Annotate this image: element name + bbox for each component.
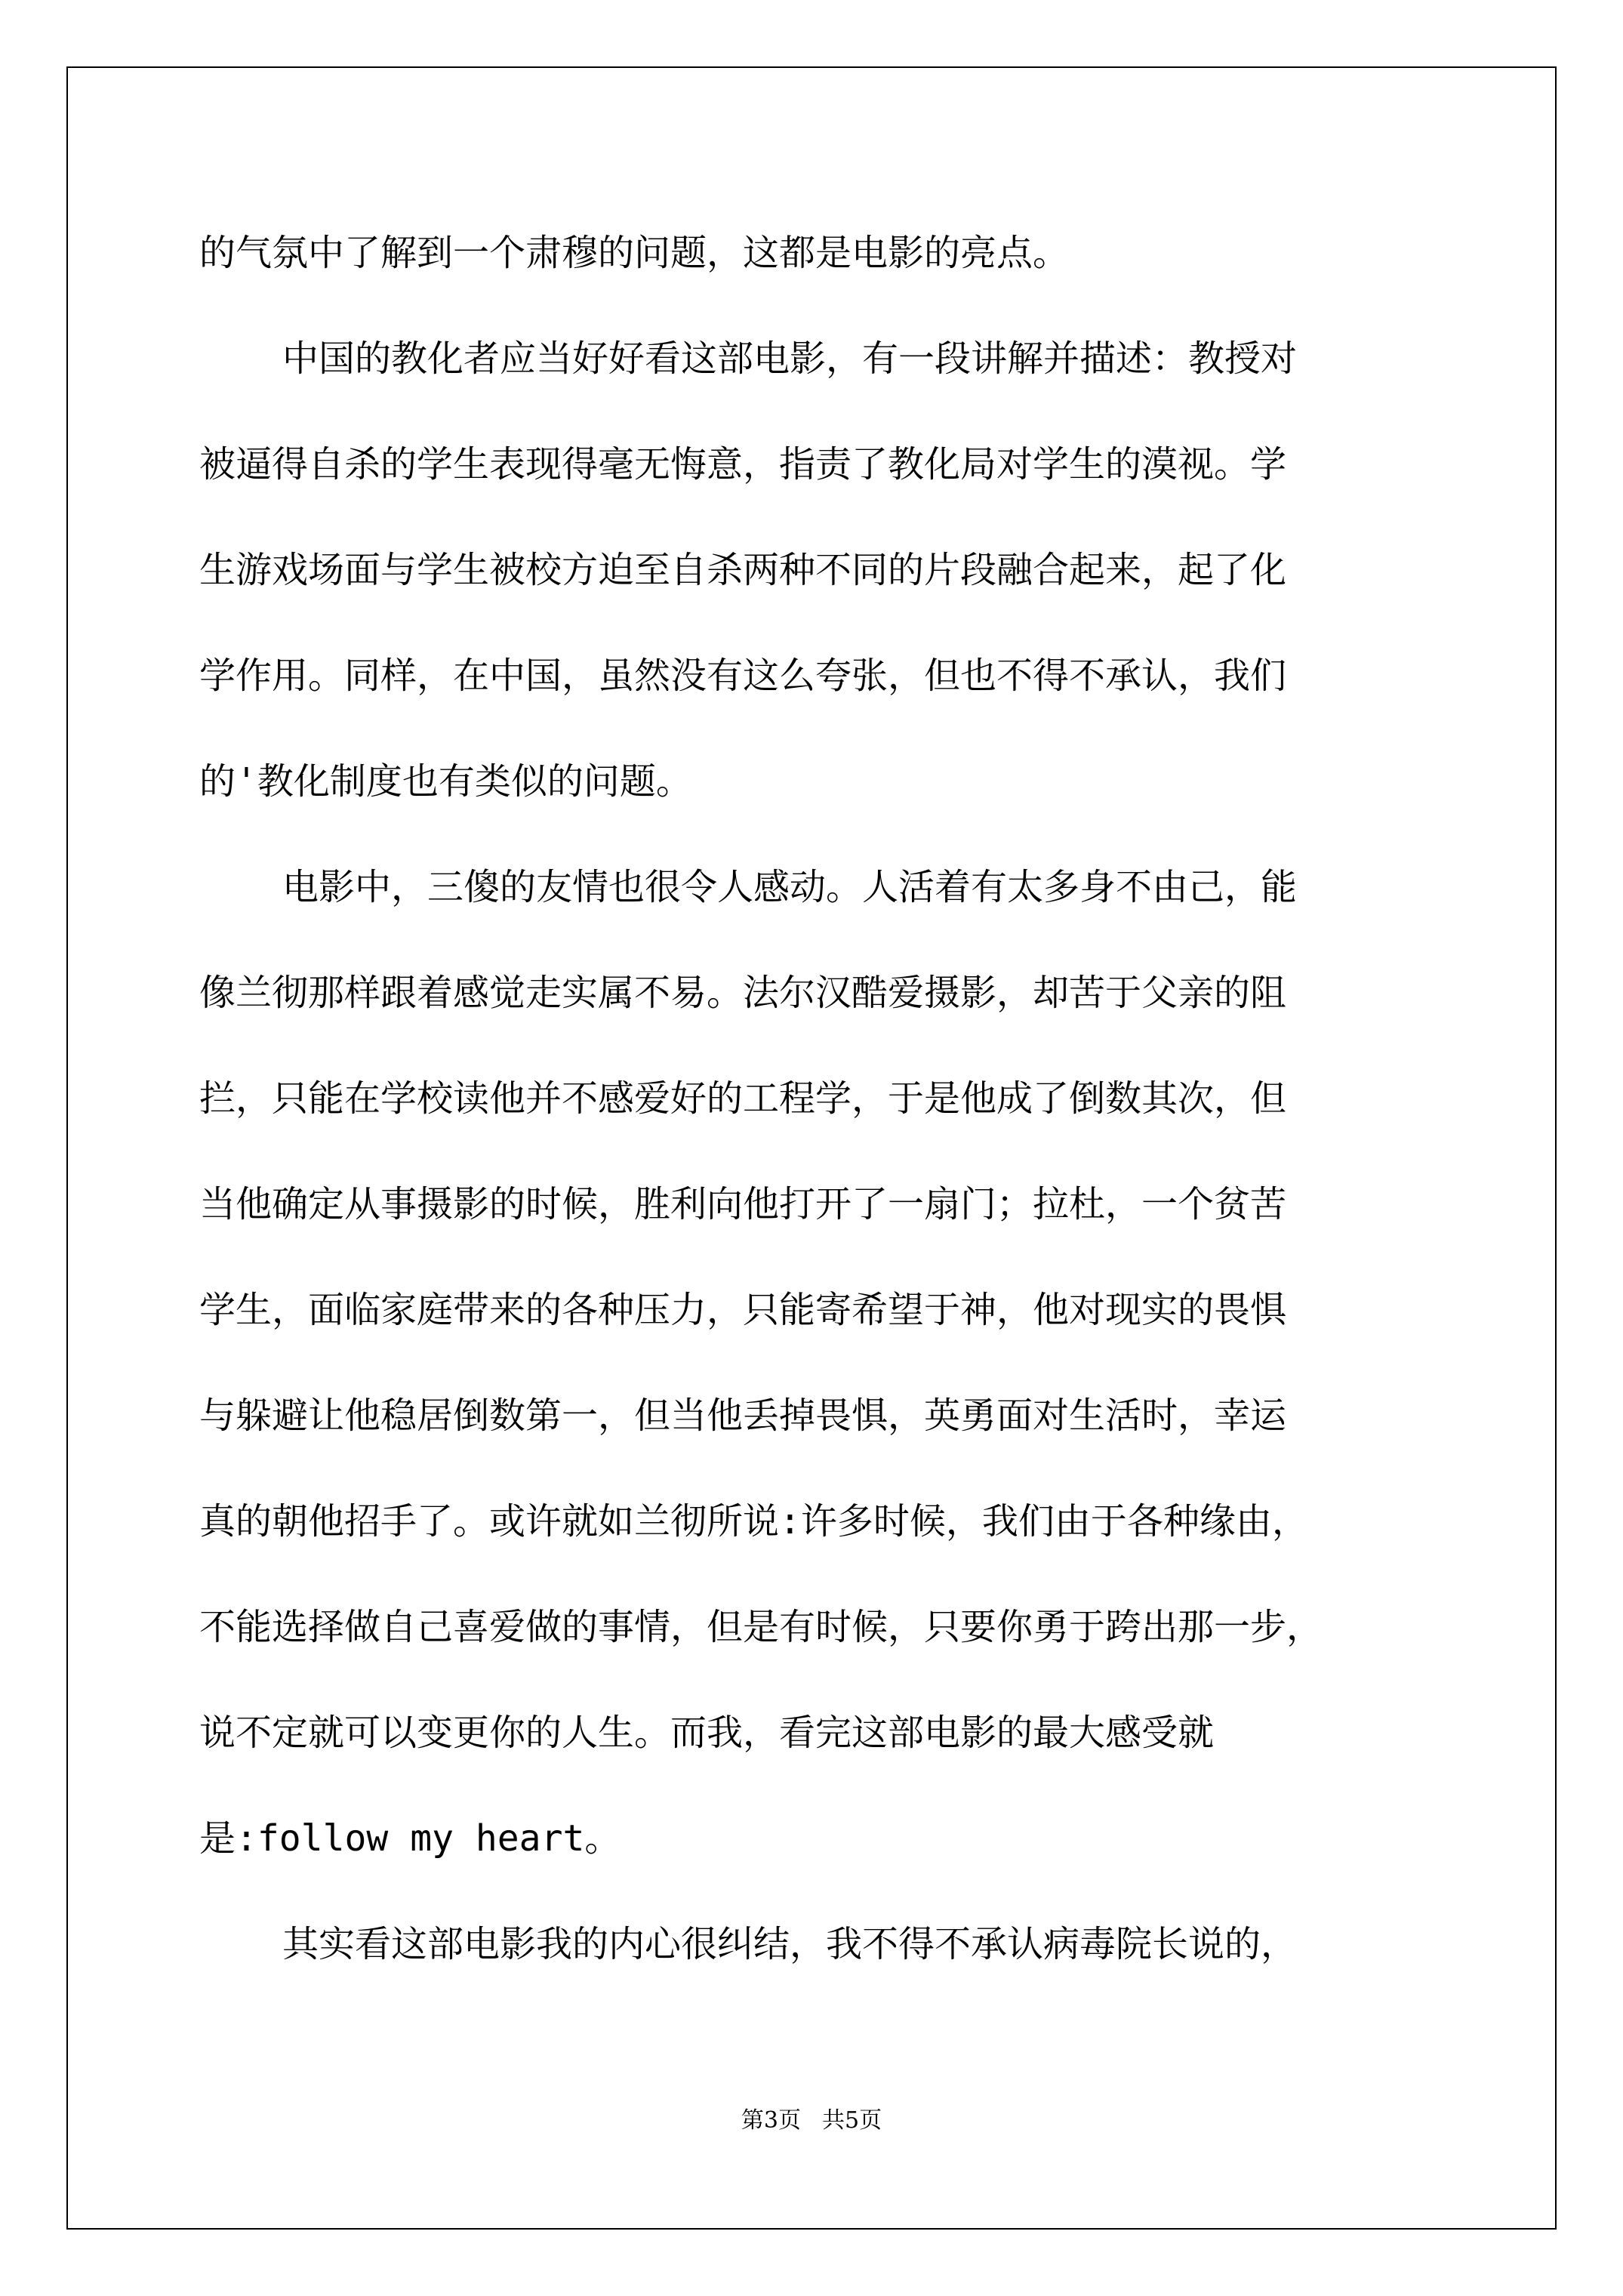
text-line: 学生，面临家庭带来的各种压力，只能寄希望于神，他对现实的畏惧 bbox=[199, 1289, 1287, 1331]
text-line: 像兰彻那样跟着感觉走实属不易。法尔汉酷爱摄影，却苦于父亲的阻 bbox=[199, 972, 1287, 1014]
text-line: 中国的教化者应当好好看这部电影，有一段讲解并描述：教授对 bbox=[282, 337, 1298, 380]
page-number: 第3页 bbox=[741, 2107, 801, 2134]
text-line: 不能选择做自己喜爱做的事情，但是有时候，只要你勇于跨出那一步， bbox=[199, 1606, 1323, 1648]
document-body bbox=[199, 200, 1437, 1997]
text-line: 说不定就可以变更你的人生。而我，看完这部电影的最大感受就 bbox=[199, 1712, 1215, 1754]
text-line: 的'教化制度也有类似的问题。 bbox=[199, 760, 692, 803]
total-pages: 共5页 bbox=[822, 2107, 882, 2134]
text-line: 当他确定从事摄影的时候，胜利向他打开了一扇门；拉杜，一个贫苦 bbox=[199, 1183, 1287, 1225]
text-line: 真的朝他招手了。或许就如兰彻所说:许多时候，我们由于各种缘由， bbox=[199, 1500, 1308, 1542]
text-line: 生游戏场面与学生被校方迫至自杀两种不同的片段融合起来，起了化 bbox=[199, 549, 1287, 591]
text-line: 的气氛中了解到一个肃穆的问题，这都是电影的亮点。 bbox=[199, 232, 1070, 274]
page-footer bbox=[0, 2101, 1623, 2134]
text-line: 电影中，三傻的友情也很令人感动。人活着有太多身不由己，能 bbox=[282, 866, 1298, 908]
text-line: 学作用。同样，在中国，虽然没有这么夸张，但也不得不承认，我们 bbox=[199, 655, 1287, 697]
text-line: 被逼得自杀的学生表现得毫无悔意，指责了教化局对学生的漠视。学 bbox=[199, 443, 1287, 485]
text-line: 是:follow my heart。 bbox=[199, 1817, 621, 1860]
text-line: 其实看这部电影我的内心很纠结，我不得不承认病毒院长说的， bbox=[282, 1923, 1298, 1965]
text-line: 拦，只能在学校读他并不感爱好的工程学，于是他成了倒数其次，但 bbox=[199, 1077, 1287, 1120]
text-line: 与躲避让他稳居倒数第一，但当他丢掉畏惧，英勇面对生活时，幸运 bbox=[199, 1395, 1287, 1437]
